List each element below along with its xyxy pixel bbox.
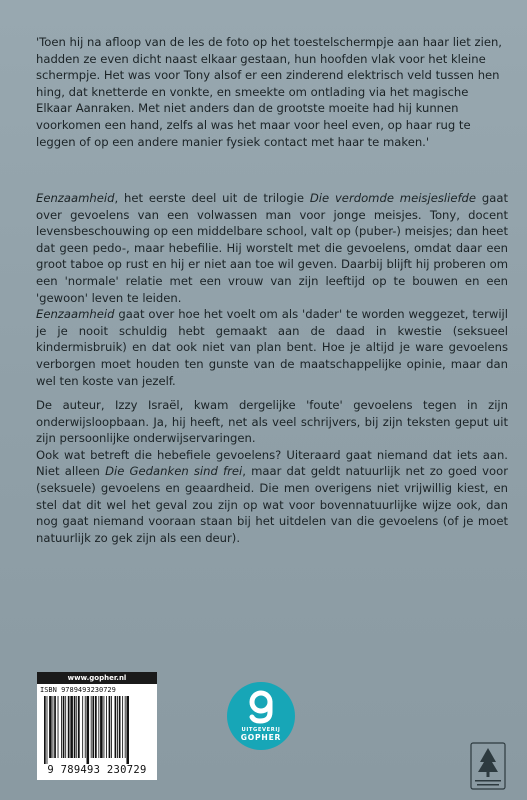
barcode-image [40,696,154,764]
quote-text: 'Toen hij na afloop van de les de foto op het toestelschermpje aan haar liet zien, hadden ze even dicht naast elkaar gestaan, hun hoofden vlak voor het kleine schermpje. Het was voor Tony alsof er een zinderend elektrisch veld tussen hen hing, dat knetterde en vonkte, en smeekte om ontlading via het magische Elkaar Aanraken. Met niet anders dan de grootste moeite had hij kunnen voorkomen een hand, zelfs al was het maar voor heel even, op haar rug te leggen of op een andere manier fysiek contact met haar te maken.' [36,35,502,149]
logo-publisher-name: GOPHER [240,733,282,742]
logo-publisher-word: UITGEVERIJ [241,727,281,733]
barcode-digits: 9 789493 230729 [47,764,147,776]
book-title: Eenzaamheid [36,191,115,205]
barcode-label [37,672,157,780]
publisher-url: www.gopher.nl [37,672,157,684]
book-blurb [36,190,508,389]
series-title: Die verdomde meisjesliefde [309,191,477,205]
author-paragraph-1: De auteur, Izzy Israël, kwam dergelijke 'foute' gevoelens tegen in zijn onderwijsloopbaan. Ja, hij heeft, net als veel schrijvers, bij zijn teksten geput uit zijn persoonlijke onderwijservaringen. [36,398,508,446]
author-note [36,397,508,546]
logo-g-icon [227,690,295,728]
song-title: Die Gedanken sind frei [105,464,243,479]
excerpt-quote [36,34,508,150]
fsc-icon [470,742,506,790]
blurb-paragraph-1: Eenzaamheid, het eerste deel uit de trilogie Die verdomde meisjesliefde gaat over gevoelens van een volwassen man voor jonge meisjes. Tony, docent levensbeschouwing op een middelbare school, valt op (puber-) meisjes; dan heet dat geen pedo-, maar hebefilie. Hij worstelt met die gevoelens, omdat daar een groot taboe op rust en hij er niet aan toe wil geven. Daarbij blijft hij proberen om een 'normale' relatie met een vrouw van zijn leeftijd op te bouwen en een 'gewoon' leven te leiden. [36,191,508,305]
blurb-paragraph-2: Eenzaamheid gaat over hoe het voelt om als 'dader' te worden weggezet, terwijl je je nooit schuldig hebt gemaakt aan de daad in kwestie (seksueel kindermisbruik) en dat ook niet van plan bent. Hoe je altijd je ware gevoelens verborgen moet houden ten gunste van de maatschappelijke opinie, maar dan wel ten koste van jezelf. [36,307,508,388]
isbn-label: ISBN 9789493230729 [40,686,116,694]
author-paragraph-2: Ook wat betreft die hebefiele gevoelens? Uiteraard gaat niemand dat iets aan. Niet alleen Die Gedanken sind frei, maar dat geldt natuurlijk net zo goed voor (seksuele) gevoelens en geaardheid. Die men overigens niet vrijwillig kiest, en stel dat dit wel het geval zou zijn op wat voor bovennatuurlijke wijze ook, dan nog gaat niemand vooraan staan bij het uitdelen van die gevoelens (of je moet natuurlijk zo gek zijn als een deur). [36,447,508,545]
publisher-logo [227,682,295,750]
book-title: Eenzaamheid [36,307,115,322]
logo-mark-icon [246,690,276,724]
